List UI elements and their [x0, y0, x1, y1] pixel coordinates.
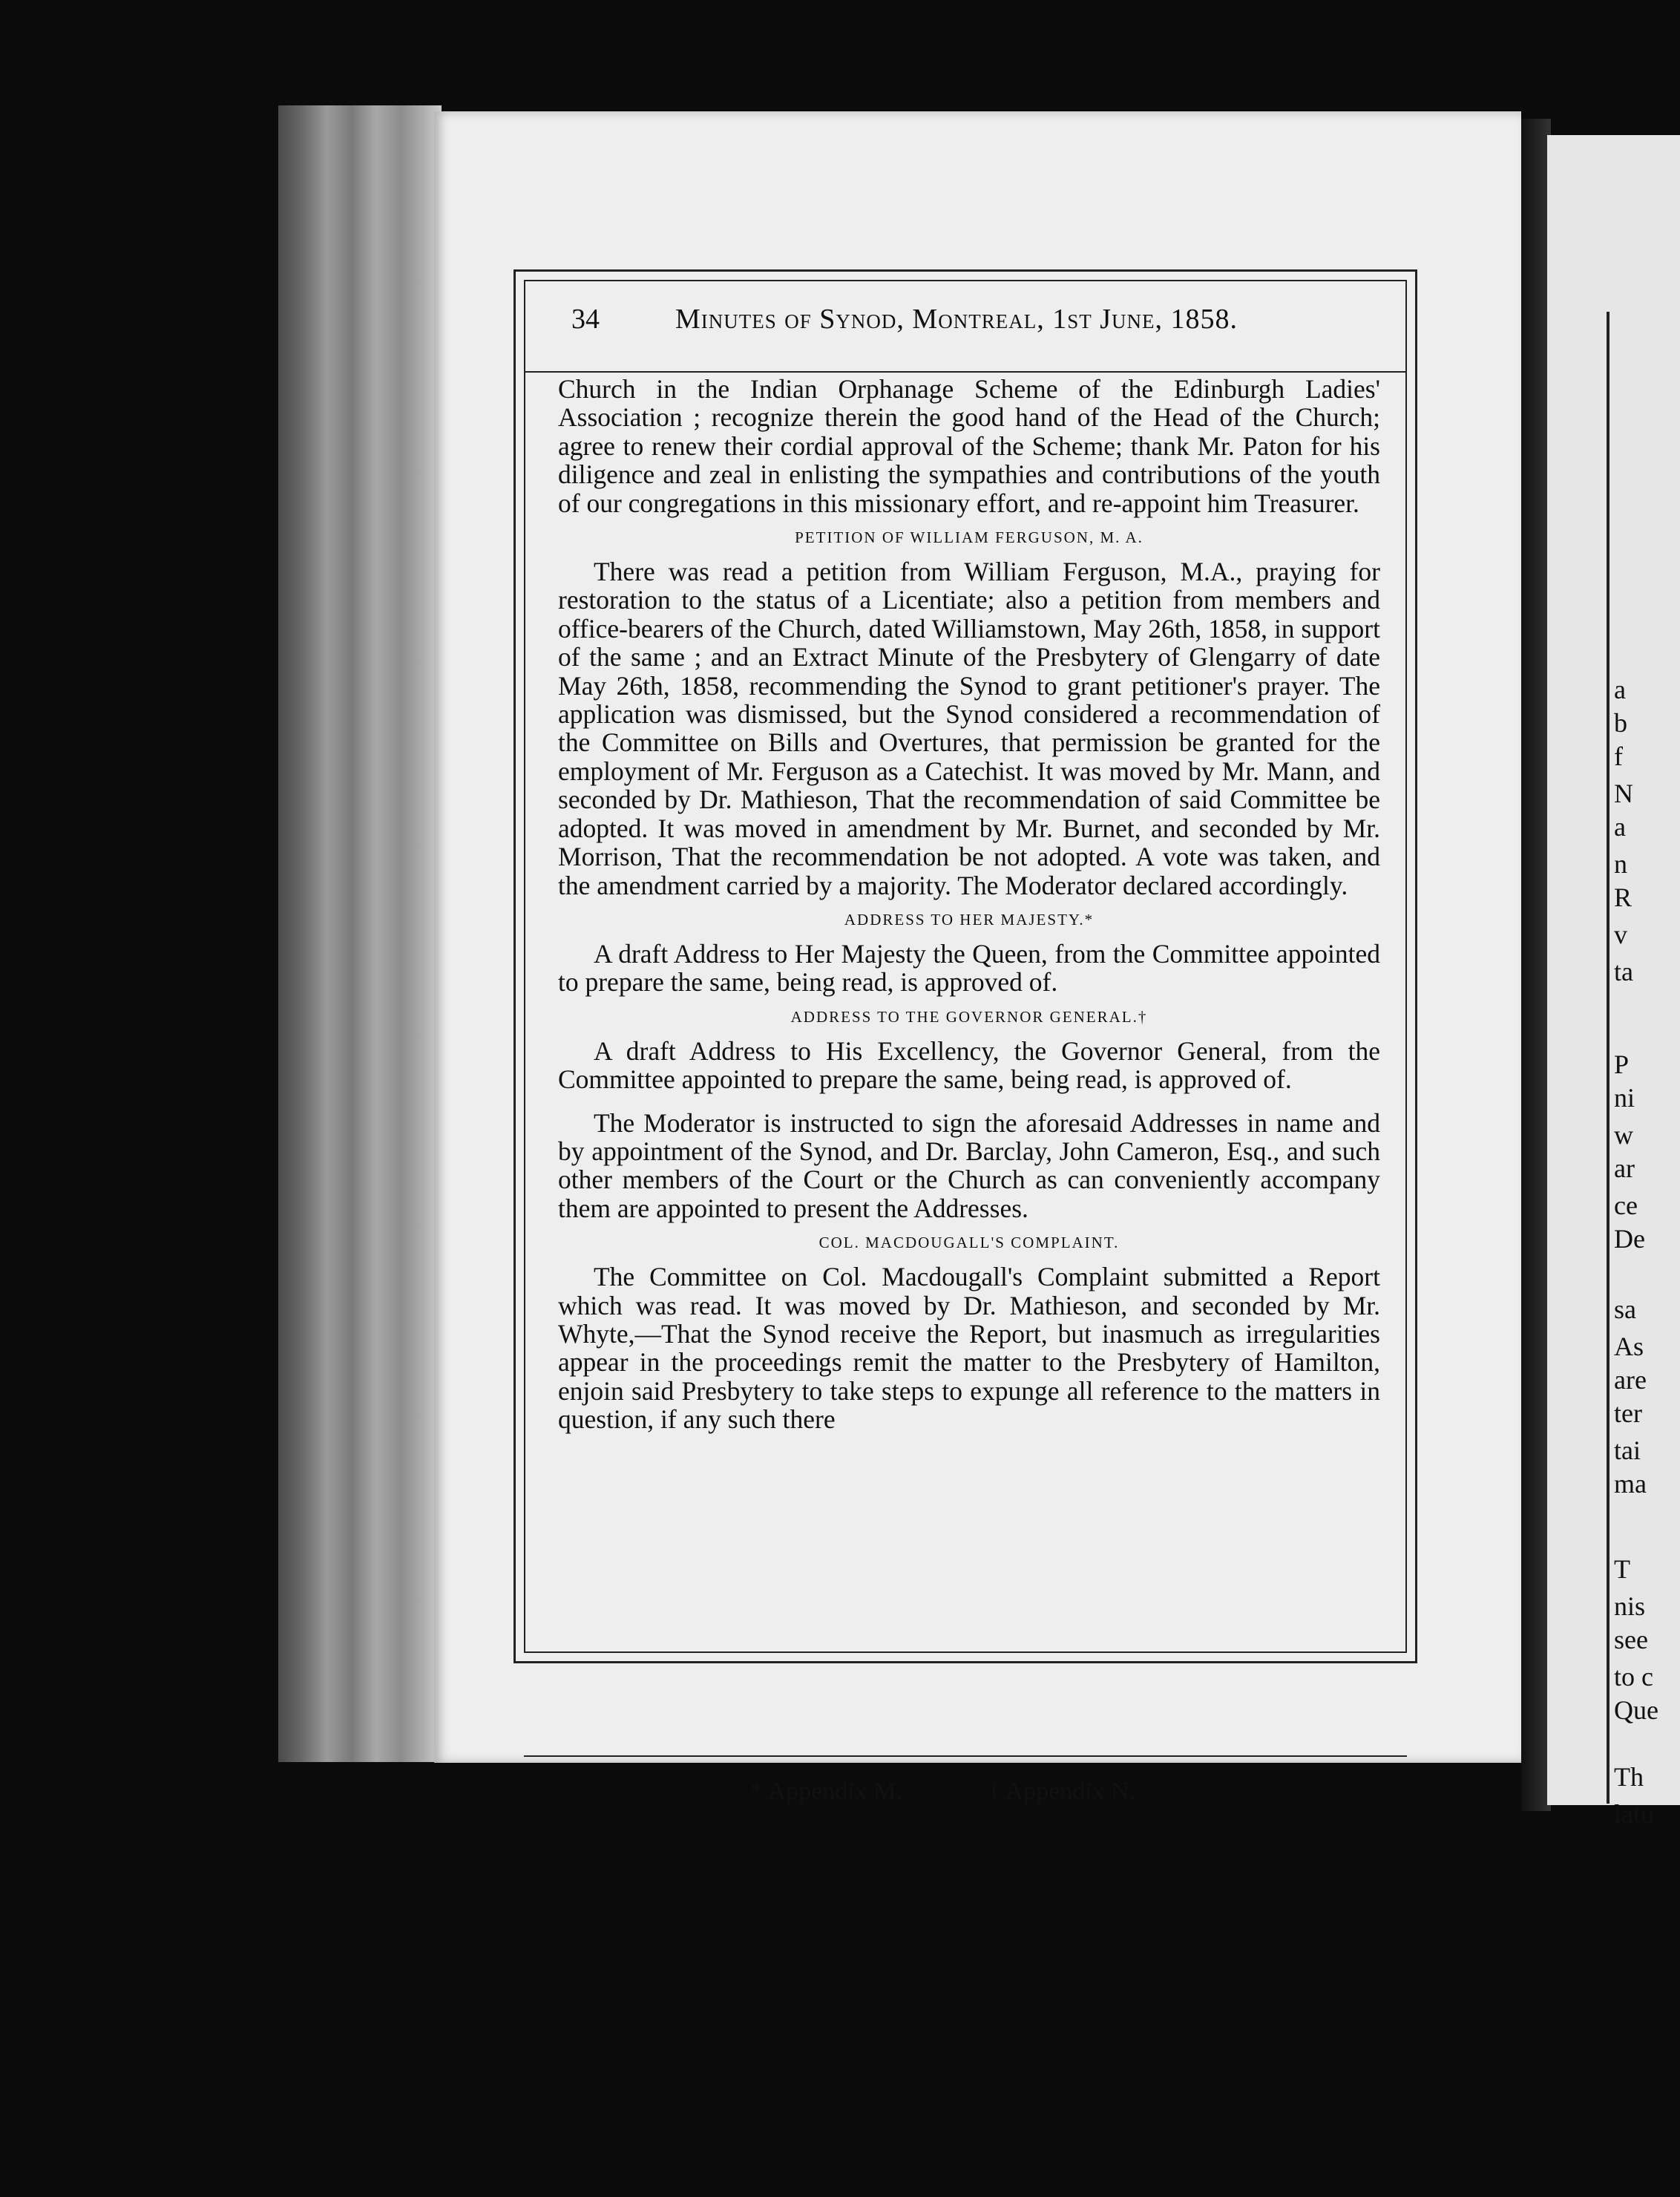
facing-page-fragment: v	[1614, 920, 1627, 949]
facing-page-fragment: n	[1614, 849, 1627, 879]
facing-page-fragment: a	[1614, 812, 1626, 842]
facing-page-fragment: ma	[1614, 1469, 1647, 1499]
facing-page-fragment: ni	[1614, 1083, 1635, 1113]
running-head: Minutes of Synod, Montreal, 1st June, 1858.	[675, 304, 1238, 335]
complaint-paragraph: The Committee on Col. Macdougall's Complaint submitted a Report which was read. It was moved by Dr. Mathieson, and seconded by Mr. Whyte,—That the Synod receive the Report, but inasmuch as irregularities appear in the proceedings remit the matter to the Presbytery of Hamilton, enjoin said Presbytery to take steps to expunge all reference to the matters in question, if any such there	[558, 1262, 1380, 1435]
facing-page-fragment: P	[1614, 1050, 1630, 1079]
opening-paragraph: Church in the Indian Orphanage Scheme of the Edinburgh Ladies' Association ; recognize therein the good hand of the Head of the Church; agree to renew their cordial approval of the Scheme; thank Mr. Paton for his diligence and zeal in enlisting the sympathies and contributions of the youth of our congregations in this missionary effort, and re-appoint him Treasurer.	[558, 374, 1380, 518]
facing-page-fragment: ce	[1614, 1191, 1638, 1220]
facing-page-fragment: T	[1614, 1554, 1630, 1584]
facing-page-fragment: ter	[1614, 1398, 1642, 1428]
facing-page-fragment: to c	[1614, 1662, 1653, 1692]
facing-page-fragment: tai	[1614, 1435, 1641, 1465]
facing-page-fragment: ta	[1614, 957, 1633, 986]
book-page-edges	[278, 105, 442, 1762]
footer-rule	[524, 1755, 1407, 1757]
facing-page-fragment: are	[1614, 1365, 1647, 1395]
majesty-paragraph: A draft Address to Her Majesty the Queen, from the Committee appointed to prepare the same, being read, is approved of.	[558, 938, 1380, 998]
facing-page-fragment: see	[1614, 1625, 1648, 1654]
facing-page-fragment: N	[1614, 779, 1633, 808]
facing-page-fragment: De	[1614, 1224, 1645, 1254]
complaint-heading: COL. MACDOUGALL'S COMPLAINT.	[818, 1234, 1120, 1252]
footnote-appendix-n: † Appendix N.	[988, 1778, 1136, 1805]
facing-page-fragment: latu	[1614, 1799, 1654, 1829]
majesty-heading: ADDRESS TO HER MAJESTY.*	[844, 910, 1095, 929]
page-body	[558, 375, 1380, 1434]
petition-paragraph: There was read a petition from William Ferguson, M.A., praying for restoration to the status of a Licentiate; also a petition from members and office-bearers of the Church, dated Williamstown, May 26th, 1858, in support of the same ; and an Extract Minute of the Presbytery of Glengarry of date May 26th, 1858, recommending the Synod to grant petitioner's prayer. The application was dismissed, but the Synod considered a recommendation of the Committee on Bills and Overtures, that permission be granted for the employment of Mr. Ferguson as a Catechist. It was moved by Mr. Mann, and seconded by Dr. Mathieson, That the recommendation of said Committee be adopted. It was moved in amendment by Mr. Burnet, and seconded by Mr. Morrison, That the recommendation be not adopted. A vote was taken, and the amendment carried by a majority. The Moderator declared accordingly.	[558, 557, 1380, 900]
facing-page-fragment: sa	[1614, 1294, 1636, 1324]
facing-page-frame-line	[1607, 312, 1610, 1804]
facing-page-fragment: a	[1614, 675, 1626, 704]
facing-page-fragment: nis	[1614, 1591, 1646, 1621]
footnotes	[524, 1778, 1407, 1822]
facing-page-fragment: R	[1614, 883, 1633, 912]
book-gutter	[1521, 119, 1551, 1811]
facing-page-fragment: b	[1614, 708, 1627, 738]
governor-paragraph: A draft Address to His Excellency, the Governor General, from the Committee appointed to prepare the same, being read, is approved of.	[558, 1035, 1380, 1095]
facing-page-fragment: Th	[1614, 1762, 1644, 1792]
facing-page-fragment: As	[1614, 1332, 1644, 1361]
moderator-paragraph: The Moderator is instructed to sign the aforesaid Addresses in name and by appointment of the Synod, and Dr. Barclay, John Cameron, Esq., and such other members of the Court or the Church as can conveniently accompany them are appointed to present the Addresses.	[558, 1107, 1380, 1223]
petition-heading: PETITION OF WILLIAM FERGUSON, M. A.	[795, 528, 1143, 547]
governor-heading: ADDRESS TO THE GOVERNOR GENERAL.†	[790, 1007, 1148, 1026]
facing-page-fragment: ar	[1614, 1153, 1635, 1183]
footnote-appendix-m: * Appendix M.	[750, 1778, 902, 1805]
page-number: 34	[571, 304, 600, 335]
page-header	[542, 297, 1395, 349]
facing-page-fragment: Que	[1614, 1695, 1658, 1725]
facing-page-fragment: w	[1614, 1120, 1633, 1150]
facing-page-fragment: f	[1614, 741, 1623, 771]
header-rule	[524, 371, 1407, 373]
